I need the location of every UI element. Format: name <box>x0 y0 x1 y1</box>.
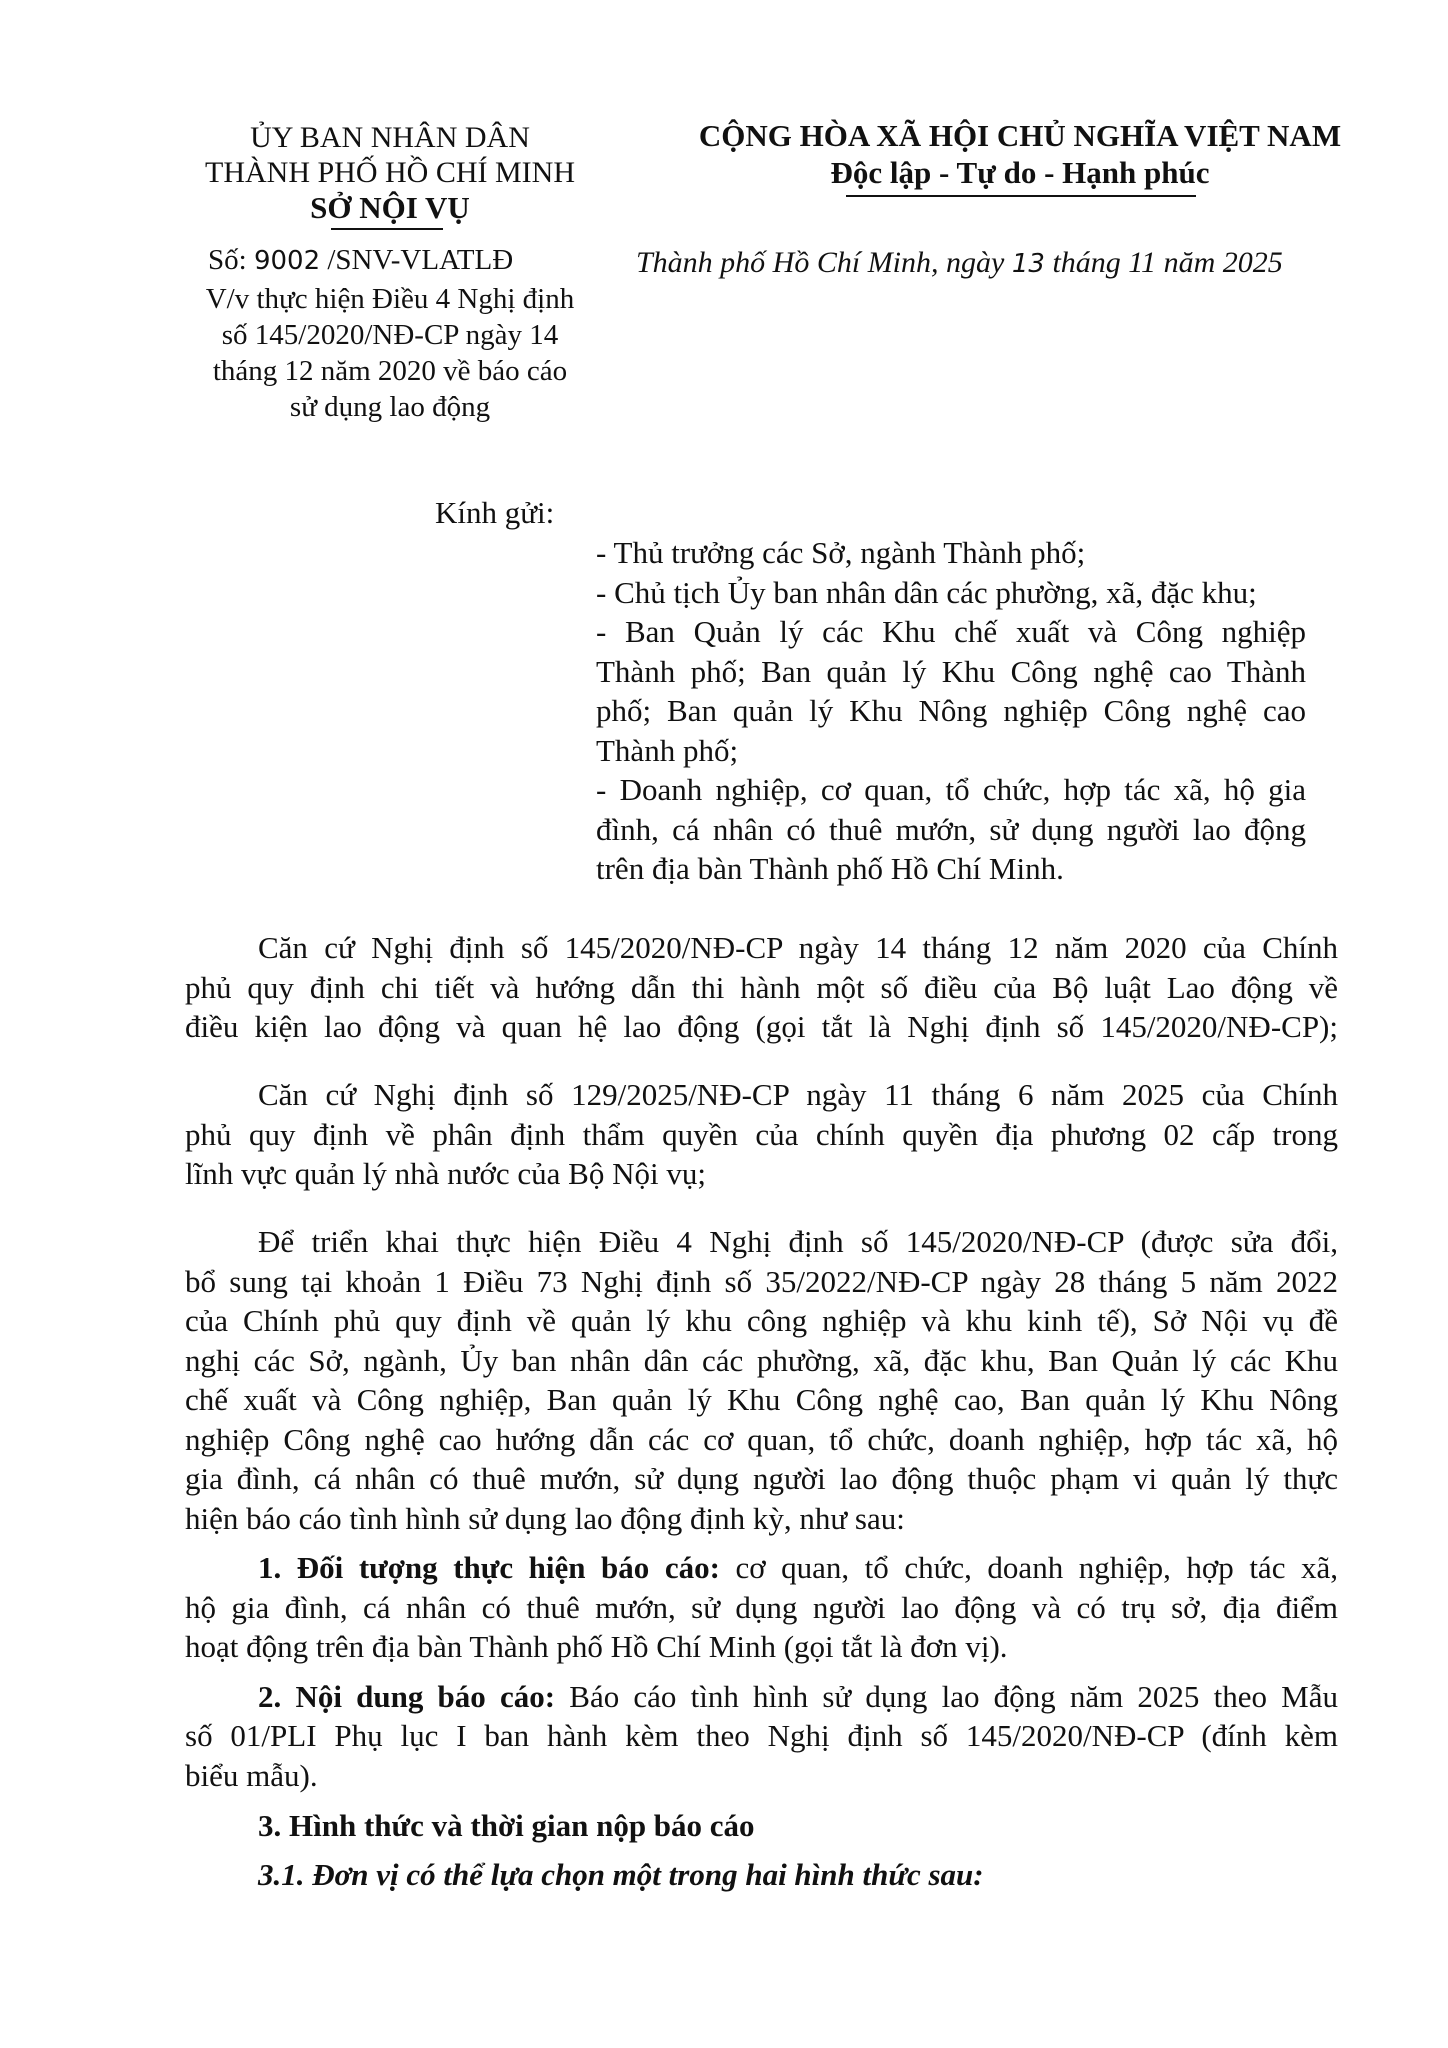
section-2-heading: 2. Nội dung báo cáo: <box>258 1679 556 1714</box>
section-1-text: cơ quan, tổ chức, doanh nghiệp, hợp tác xã, <box>719 1550 1338 1585</box>
number-prefix: Số: <box>208 244 247 276</box>
date-day: 13 <box>1011 249 1045 279</box>
text-line: hộ gia đình, cá nhân có thuê mướn, sử dụng người lao động và có trụ sở, địa điểm <box>185 1590 1338 1625</box>
text-line: Căn cứ Nghị định số 145/2020/NĐ-CP ngày 14 tháng 12 năm 2020 của Chính <box>258 930 1338 965</box>
text-line: gia đình, cá nhân có thuê mướn, sử dụng người lao động thuộc phạm vi quản lý thực <box>185 1461 1338 1496</box>
text-line: nghị các Sở, ngành, Ủy ban nhân dân các phường, xã, đặc khu, Ban Quản lý các Khu <box>185 1343 1338 1378</box>
authority-line-2: THÀNH PHỐ HỒ CHÍ MINH <box>205 156 575 189</box>
text-line <box>258 1548 1338 1588</box>
text-line: điều kiện lao động và quan hệ lao động (gọi tắt là Nghị định số 145/2020/NĐ-CP); <box>185 1009 1338 1044</box>
text-line: hoạt động trên địa bàn Thành phố Hồ Chí Minh (gọi tắt là đơn vị). <box>185 1629 1008 1664</box>
recipient-line: - Chủ tịch Ủy ban nhân dân các phường, xã, đặc khu; <box>596 575 1257 610</box>
text-line: phủ quy định về phân định thẩm quyền của chính quyền địa phương 02 cấp trong <box>185 1117 1338 1152</box>
text-line: phủ quy định chi tiết và hướng dẫn thi hành một số điều của Bộ luật Lao động về <box>185 970 1338 1005</box>
text-line: số 01/PLI Phụ lục I ban hành kèm theo Nghị định số 145/2020/NĐ-CP (đính kèm <box>185 1718 1338 1753</box>
text-line <box>258 1677 1338 1717</box>
recipient-line: trên địa bàn Thành phố Hồ Chí Minh. <box>596 851 1064 886</box>
date-year: năm 2025 <box>1163 246 1283 279</box>
date-prefix: Thành phố Hồ Chí Minh, ngày <box>636 246 1005 279</box>
text-line: Để triển khai thực hiện Điều 4 Nghị định số 145/2020/NĐ-CP (được sửa đổi, <box>258 1224 1338 1259</box>
motto-underline <box>846 195 1196 197</box>
number-value: 9002 <box>253 246 321 276</box>
authority-department: SỞ NỘI VỤ <box>310 190 470 225</box>
country-name: CỘNG HÒA XÃ HỘI CHỦ NGHĨA VIỆT NAM <box>698 118 1342 153</box>
subject-line: V/v thực hiện Điều 4 Nghị định <box>205 283 575 315</box>
recipient-line: Thành phố; Ban quản lý Khu Công nghệ cao Thành <box>596 654 1306 689</box>
text-line: chế xuất và Công nghiệp, Ban quản lý Khu Công nghệ cao, Ban quản lý Khu Nông <box>185 1382 1338 1417</box>
document-number <box>208 240 513 281</box>
number-suffix: /SNV-VLATLĐ <box>327 244 514 276</box>
section-3-heading: 3. Hình thức và thời gian nộp báo cáo <box>258 1808 755 1843</box>
text-line: lĩnh vực quản lý nhà nước của Bộ Nội vụ; <box>185 1156 706 1191</box>
text-line: biểu mẫu). <box>185 1758 318 1793</box>
text-line: của Chính phủ quy định về quản lý khu công nghiệp và khu kinh tế), Sở Nội vụ đề <box>185 1303 1338 1338</box>
subject-line: số 145/2020/NĐ-CP ngày 14 <box>221 319 559 351</box>
authority-line-1: ỦY BAN NHÂN DÂN <box>250 121 530 154</box>
section-2-text: Báo cáo tình hình sử dụng lao động năm 2025 theo Mẫu <box>555 1679 1338 1714</box>
section-1-heading: 1. Đối tượng thực hiện báo cáo: <box>258 1550 720 1585</box>
text-line: nghiệp Công nghệ cao hướng dẫn các cơ quan, tổ chức, doanh nghiệp, hợp tác xã, hộ <box>185 1422 1338 1457</box>
recipient-line: - Ban Quản lý các Khu chế xuất và Công nghiệp <box>596 614 1306 649</box>
section-3-1-heading: 3.1. Đơn vị có thể lựa chọn một trong hai hình thức sau: <box>258 1857 984 1892</box>
date-month: 11 <box>1128 246 1157 279</box>
department-underline <box>331 228 443 230</box>
subject-line: sử dụng lao động <box>289 391 491 423</box>
recipients-label: Kính gửi: <box>435 495 555 530</box>
recipient-line: - Thủ trưởng các Sở, ngành Thành phố; <box>596 535 1086 570</box>
national-motto-line: Độc lập - Tự do - Hạnh phúc <box>830 155 1210 190</box>
text-line: bổ sung tại khoản 1 Điều 73 Nghị định số 35/2022/NĐ-CP ngày 28 tháng 5 năm 2022 <box>185 1264 1338 1299</box>
date-month-label: tháng <box>1052 246 1121 279</box>
recipient-line: đình, cá nhân có thuê mướn, sử dụng người lao động <box>596 812 1306 847</box>
recipient-line: - Doanh nghiệp, cơ quan, tổ chức, hợp tác xã, hộ gia <box>596 772 1306 807</box>
text-line: Căn cứ Nghị định số 129/2025/NĐ-CP ngày 11 tháng 6 năm 2025 của Chính <box>258 1077 1338 1112</box>
subject-line: tháng 12 năm 2020 về báo cáo <box>212 355 568 387</box>
recipient-line: Thành phố; <box>596 733 739 768</box>
place-date <box>636 243 1283 284</box>
recipient-line: phố; Ban quản lý Khu Nông nghiệp Công nghệ cao <box>596 693 1306 728</box>
text-line: hiện báo cáo tình hình sử dụng lao động định kỳ, như sau: <box>185 1501 905 1536</box>
